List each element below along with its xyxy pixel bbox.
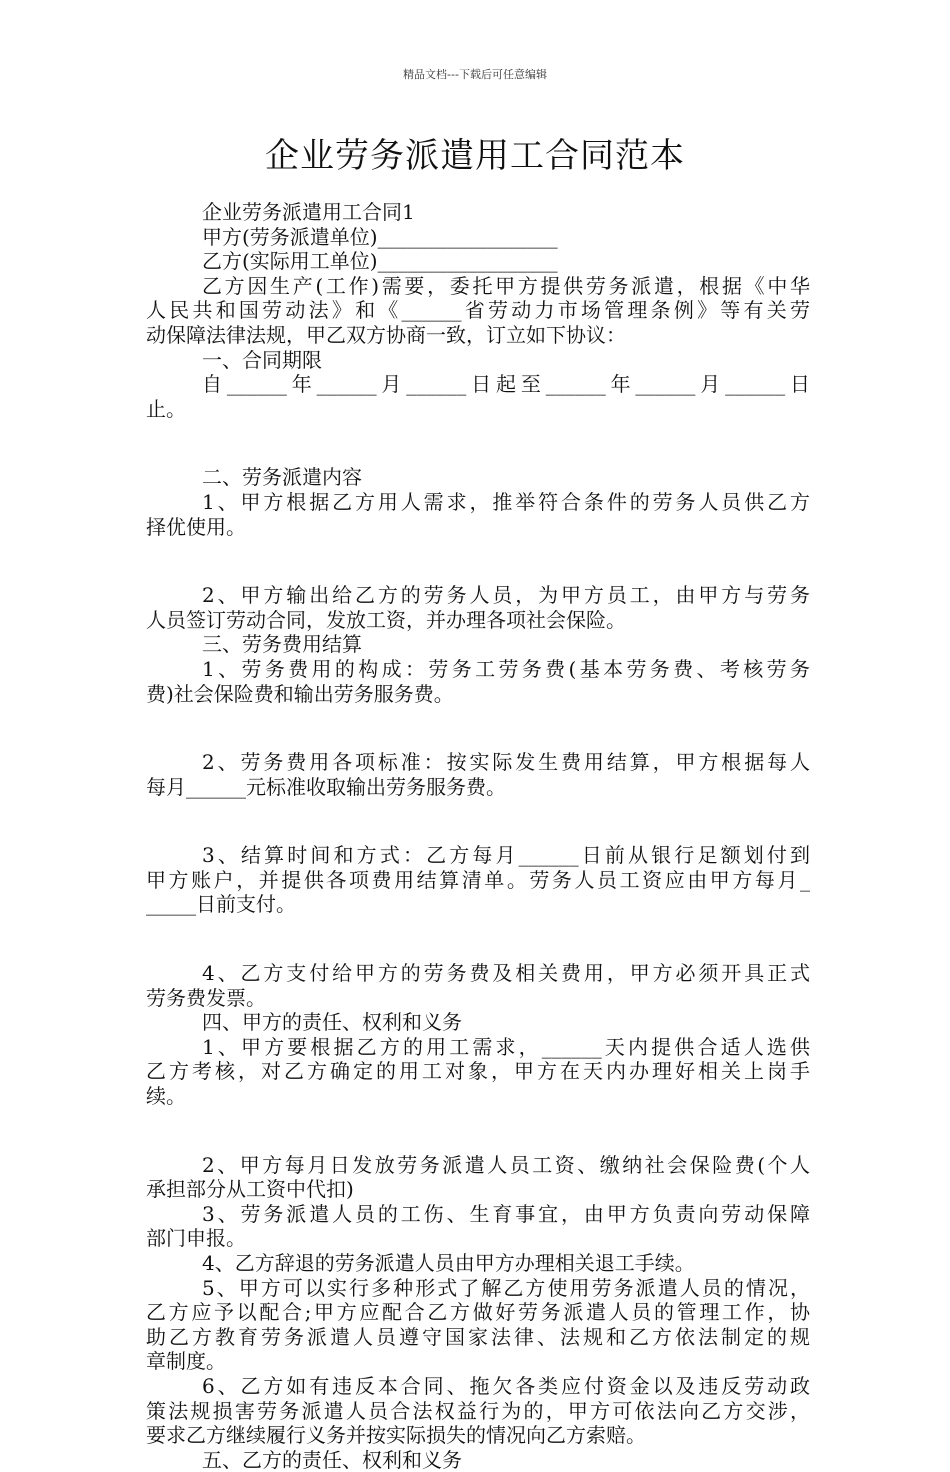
header-note: 精品文档---下载后可任意编辑: [403, 68, 547, 81]
text-line: 4、乙方辞退的劳务派遣人员由甲方办理相关退工手续。: [202, 1251, 695, 1275]
text-line: 甲方(劳务派遣单位)__________________: [202, 224, 558, 249]
paragraph-spacer: [146, 722, 810, 734]
text-line: 3、劳务派遣人员的工伤、生育事宜，由甲方负责向劳动保障: [202, 1201, 810, 1226]
text-line: 2、劳务费用各项标准：按实际发生费用结算，甲方根据每人: [202, 750, 810, 775]
paragraph-spacer: [146, 1125, 810, 1137]
text-line: 承担部分从工资中代扣): [146, 1177, 354, 1202]
text-line: 1、劳务费用的构成：劳务工劳务费(基本劳务费、考核劳务: [202, 656, 810, 681]
text-line: 策法规损害劳务派遣人员合法权益行为的，甲方可依法向乙方交涉，: [146, 1398, 810, 1423]
text-line: 择优使用。: [146, 514, 246, 539]
text-line: 2、甲方每月日发放劳务派遣人员工资、缴纳社会保险费(个人: [202, 1152, 810, 1177]
text-line: 乙方因生产(工作)需要，委托甲方提供劳务派遣，根据《中华: [202, 273, 810, 298]
text-line: 助乙方教育劳务派遣人员遵守国家法律、法规和乙方依法制定的规: [146, 1324, 810, 1349]
text-line: 人员签订劳动合同，发放工资，并办理各项社会保险。: [146, 607, 626, 632]
text-line: 三、劳务费用结算: [202, 632, 362, 657]
text-line: 1、甲方根据乙方用人需求，推举符合条件的劳务人员供乙方: [202, 489, 810, 514]
text-line: 3、结算时间和方式：乙方每月______日前从银行足额划付到: [202, 843, 810, 868]
text-line: 要求乙方继续履行义务并按实际损失的情况向乙方索赔。: [146, 1423, 646, 1448]
text-line: 费)社会保险费和输出劳务服务费。: [146, 681, 454, 706]
text-line: 四、甲方的责任、权利和义务: [202, 1010, 462, 1035]
text-line: 乙方考核，对乙方确定的用工对象，甲方在天内办理好相关上岗手: [146, 1059, 810, 1084]
text-line: 4、乙方支付给甲方的劳务费及相关费用，甲方必须开具正式: [202, 961, 810, 986]
text-line: 动保障法律法规，甲乙双方协商一致，订立如下协议：: [146, 322, 626, 347]
text-line: 企业劳务派遣用工合同1: [202, 200, 415, 224]
text-line: 甲方账户，并提供各项费用结算清单。劳务人员工资应由甲方每月_: [146, 867, 810, 892]
text-line: 乙方应予以配合;甲方应配合乙方做好劳务派遣人员的管理工作，协: [146, 1300, 810, 1325]
document-body: [146, 200, 810, 1472]
text-line: 二、劳务派遣内容: [202, 465, 362, 490]
text-line: 每月______元标准收取输出劳务服务费。: [146, 774, 506, 799]
text-line: _____日前支付。: [146, 892, 296, 917]
text-line: 人民共和国劳动法》和《______省劳动力市场管理条例》等有关劳: [146, 298, 810, 323]
text-line: 部门申报。: [146, 1226, 246, 1251]
document-title: 企业劳务派遣用工合同范本: [265, 136, 685, 176]
paragraph-spacer: [146, 555, 810, 567]
text-line: 章制度。: [146, 1349, 226, 1374]
text-line: 自______年______月______日起至______年______月______日: [202, 372, 810, 397]
paragraph-spacer: [146, 815, 810, 827]
paragraph-spacer: [146, 933, 810, 945]
text-line: 5、甲方可以实行多种形式了解乙方使用劳务派遣人员的情况，: [202, 1275, 810, 1300]
text-line: 五、乙方的责任、权利和义务: [202, 1447, 462, 1472]
text-line: 一、合同期限: [202, 347, 322, 372]
text-line: 止。: [146, 396, 186, 421]
text-line: 6、乙方如有违反本合同、拖欠各类应付资金以及违反劳动政: [202, 1373, 810, 1398]
text-line: 乙方(实际用工单位)__________________: [202, 249, 558, 274]
text-line: 1、甲方要根据乙方的用工需求，______天内提供合适人选供: [202, 1034, 810, 1059]
paragraph-spacer: [146, 437, 810, 449]
text-line: 续。: [146, 1084, 186, 1109]
text-line: 劳务费发票。: [146, 985, 266, 1010]
text-line: 2、甲方输出给乙方的劳务人员，为甲方员工，由甲方与劳务: [202, 583, 810, 608]
